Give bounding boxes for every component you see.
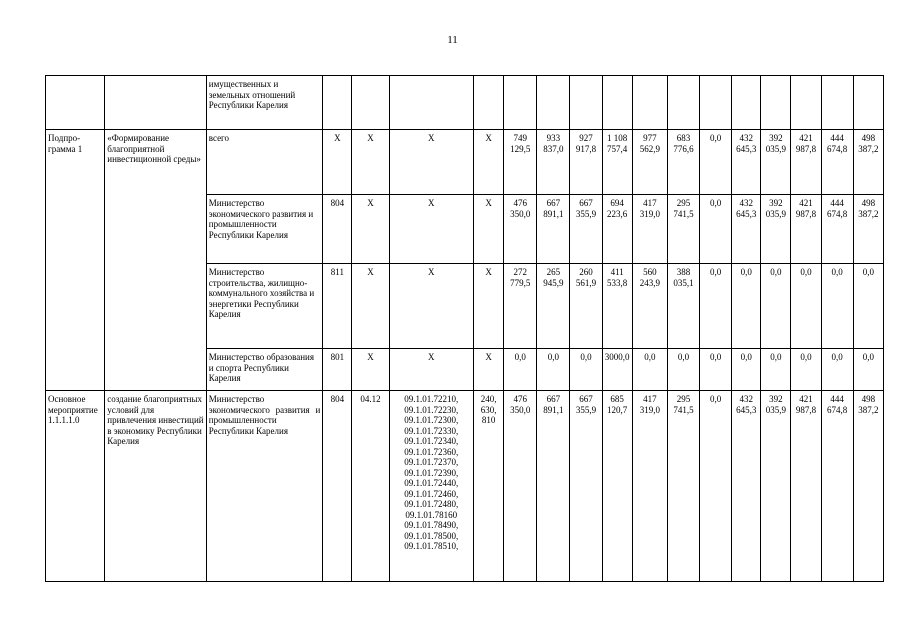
csr-code: 09.1.01.72210, [404,394,459,404]
csr-code: 09.1.01.72360, [404,446,459,457]
value-cell: 0,0 [667,349,699,391]
value-cell [537,76,570,130]
value-cell: 0,0 [853,349,883,391]
value-cell: 498 387,2 [853,195,883,264]
table-row [46,391,884,582]
vr-cell: X [474,349,504,391]
grbs-cell: 804 [323,391,352,582]
value-cell: 0,0 [700,391,732,582]
csr-cell [389,391,473,582]
status-cell: Основное мероприятие 1.1.1.1.0 [46,391,105,582]
value-cell: 0,0 [732,264,761,349]
grbs-cell [323,76,352,130]
value-cell [667,76,699,130]
rz-cell: X [352,264,389,349]
value-cell: 476 350,0 [504,195,537,264]
value-cell: 0,0 [700,195,732,264]
csr-code: 09.1.01.72340, [404,436,459,446]
value-cell: 667 355,9 [570,391,602,582]
csr-code: 09.1.01.78160 [405,509,458,520]
value-cell: 392 035,9 [761,195,791,264]
executor-cell: Министерство экономического развития и промышленности Республики Карелия [206,391,323,582]
value-cell: 1 108 757,4 [602,130,632,195]
value-cell: 392 035,9 [761,391,791,582]
value-cell: 432 645,3 [732,130,761,195]
csr-code: 09.1.01.72390, [404,467,459,478]
executor-cell: Министерство экономического развития и промышленности Республики Карелия [206,195,323,264]
value-cell: 667 355,9 [570,195,602,264]
value-cell [761,76,791,130]
value-cell: 0,0 [570,349,602,391]
value-cell: 265 945,9 [537,264,570,349]
value-cell [602,76,632,130]
executor-cell: Министерство строительства, жилищно-коммунального хозяйства и энергетики Республики Карелия [206,264,323,349]
value-cell: 432 645,3 [732,391,761,582]
executor-cell: Министерство образования и спорта Республики Карелия [206,349,323,391]
rz-cell: X [352,349,389,391]
value-cell: 272 779,5 [504,264,537,349]
executor-cell: имущественных и земельных отношений Республики Карелия [206,76,323,130]
csr-code: 09.1.01.72300, [404,415,459,425]
value-cell: 392 035,9 [761,130,791,195]
vr-cell [474,76,504,130]
value-cell: 295 741,5 [667,391,699,582]
value-cell: 0,0 [700,130,732,195]
csr-code: 09.1.01.78510, [404,541,459,551]
value-cell: 417 319,0 [632,195,667,264]
value-cell: 498 387,2 [853,130,883,195]
value-cell: 683 776,6 [667,130,699,195]
csr-code: 09.1.01.72330, [404,425,459,436]
value-cell: 498 387,2 [853,391,883,582]
status-cell: Подпро-грамма 1 [46,130,105,391]
csr-code: 09.1.01.72460, [404,488,459,499]
value-cell: 444 674,8 [821,391,853,582]
value-cell: 476 350,0 [504,391,537,582]
csr-cell: X [389,264,473,349]
value-cell: 417 319,0 [632,391,667,582]
value-cell: 260 561,9 [570,264,602,349]
value-cell: 421 987,8 [791,130,821,195]
value-cell: 295 741,5 [667,195,699,264]
table-row [46,76,884,130]
value-cell: 0,0 [700,264,732,349]
budget-table [45,75,884,582]
value-cell: 933 837,0 [537,130,570,195]
value-cell: 444 674,8 [821,195,853,264]
value-cell [821,76,853,130]
csr-code: 09.1.01.78500, [404,530,459,541]
value-cell [700,76,732,130]
value-cell [853,76,883,130]
grbs-cell: 801 [323,349,352,391]
csr-cell: X [389,349,473,391]
value-cell: 0,0 [853,264,883,349]
grbs-cell: 811 [323,264,352,349]
value-cell [504,76,537,130]
value-cell: 0,0 [504,349,537,391]
vr-cell: 240, 630, 810 [474,391,504,582]
status-cell [46,76,105,130]
value-cell: 0,0 [537,349,570,391]
value-cell: 560 243,9 [632,264,667,349]
value-cell: 421 987,8 [791,195,821,264]
rz-cell: X [352,195,389,264]
value-cell: 388 035,1 [667,264,699,349]
name-cell: «Формирование благоприятной инвестиционной среды» [105,130,206,391]
value-cell [632,76,667,130]
value-cell: 685 120,7 [602,391,632,582]
rz-cell: X [352,130,389,195]
grbs-cell: X [323,130,352,195]
value-cell [570,76,602,130]
csr-code: 09.1.01.72230, [404,404,459,415]
rz-cell: 04.12 [352,391,389,582]
csr-cell: X [389,195,473,264]
value-cell: 0,0 [821,349,853,391]
vr-cell: X [474,195,504,264]
executor-cell: всего [206,130,323,195]
value-cell: 0,0 [821,264,853,349]
vr-cell: X [474,130,504,195]
value-cell: 0,0 [632,349,667,391]
csr-cell: X [389,130,473,195]
value-cell: 0,0 [700,349,732,391]
value-cell: 667 891,1 [537,195,570,264]
rz-cell [352,76,389,130]
value-cell: 927 917,8 [570,130,602,195]
value-cell: 0,0 [761,349,791,391]
name-cell: создание благоприятных условий для привлечения инвестиций в экономику Республики Карелия [105,391,206,582]
value-cell: 694 223,6 [602,195,632,264]
value-cell: 411 533,8 [602,264,632,349]
value-cell: 749 129,5 [504,130,537,195]
table-row [46,130,884,195]
value-cell: 977 562,9 [632,130,667,195]
value-cell: 667 891,1 [537,391,570,582]
value-cell: 3000,0 [602,349,632,391]
value-cell: 0,0 [791,349,821,391]
page-number: 11 [447,34,458,46]
csr-cell [389,76,473,130]
csr-code: 09.1.01.78490, [404,520,459,530]
csr-code: 09.1.01.72370, [404,457,459,467]
csr-code: 09.1.01.72480, [404,499,459,509]
value-cell: 444 674,8 [821,130,853,195]
value-cell [791,76,821,130]
name-cell [105,76,206,130]
csr-code: 09.1.01.72440, [404,478,459,488]
value-cell: 421 987,8 [791,391,821,582]
grbs-cell: 804 [323,195,352,264]
vr-cell: X [474,264,504,349]
value-cell [732,76,761,130]
value-cell: 0,0 [732,349,761,391]
value-cell: 0,0 [761,264,791,349]
value-cell: 432 645,3 [732,195,761,264]
value-cell: 0,0 [791,264,821,349]
